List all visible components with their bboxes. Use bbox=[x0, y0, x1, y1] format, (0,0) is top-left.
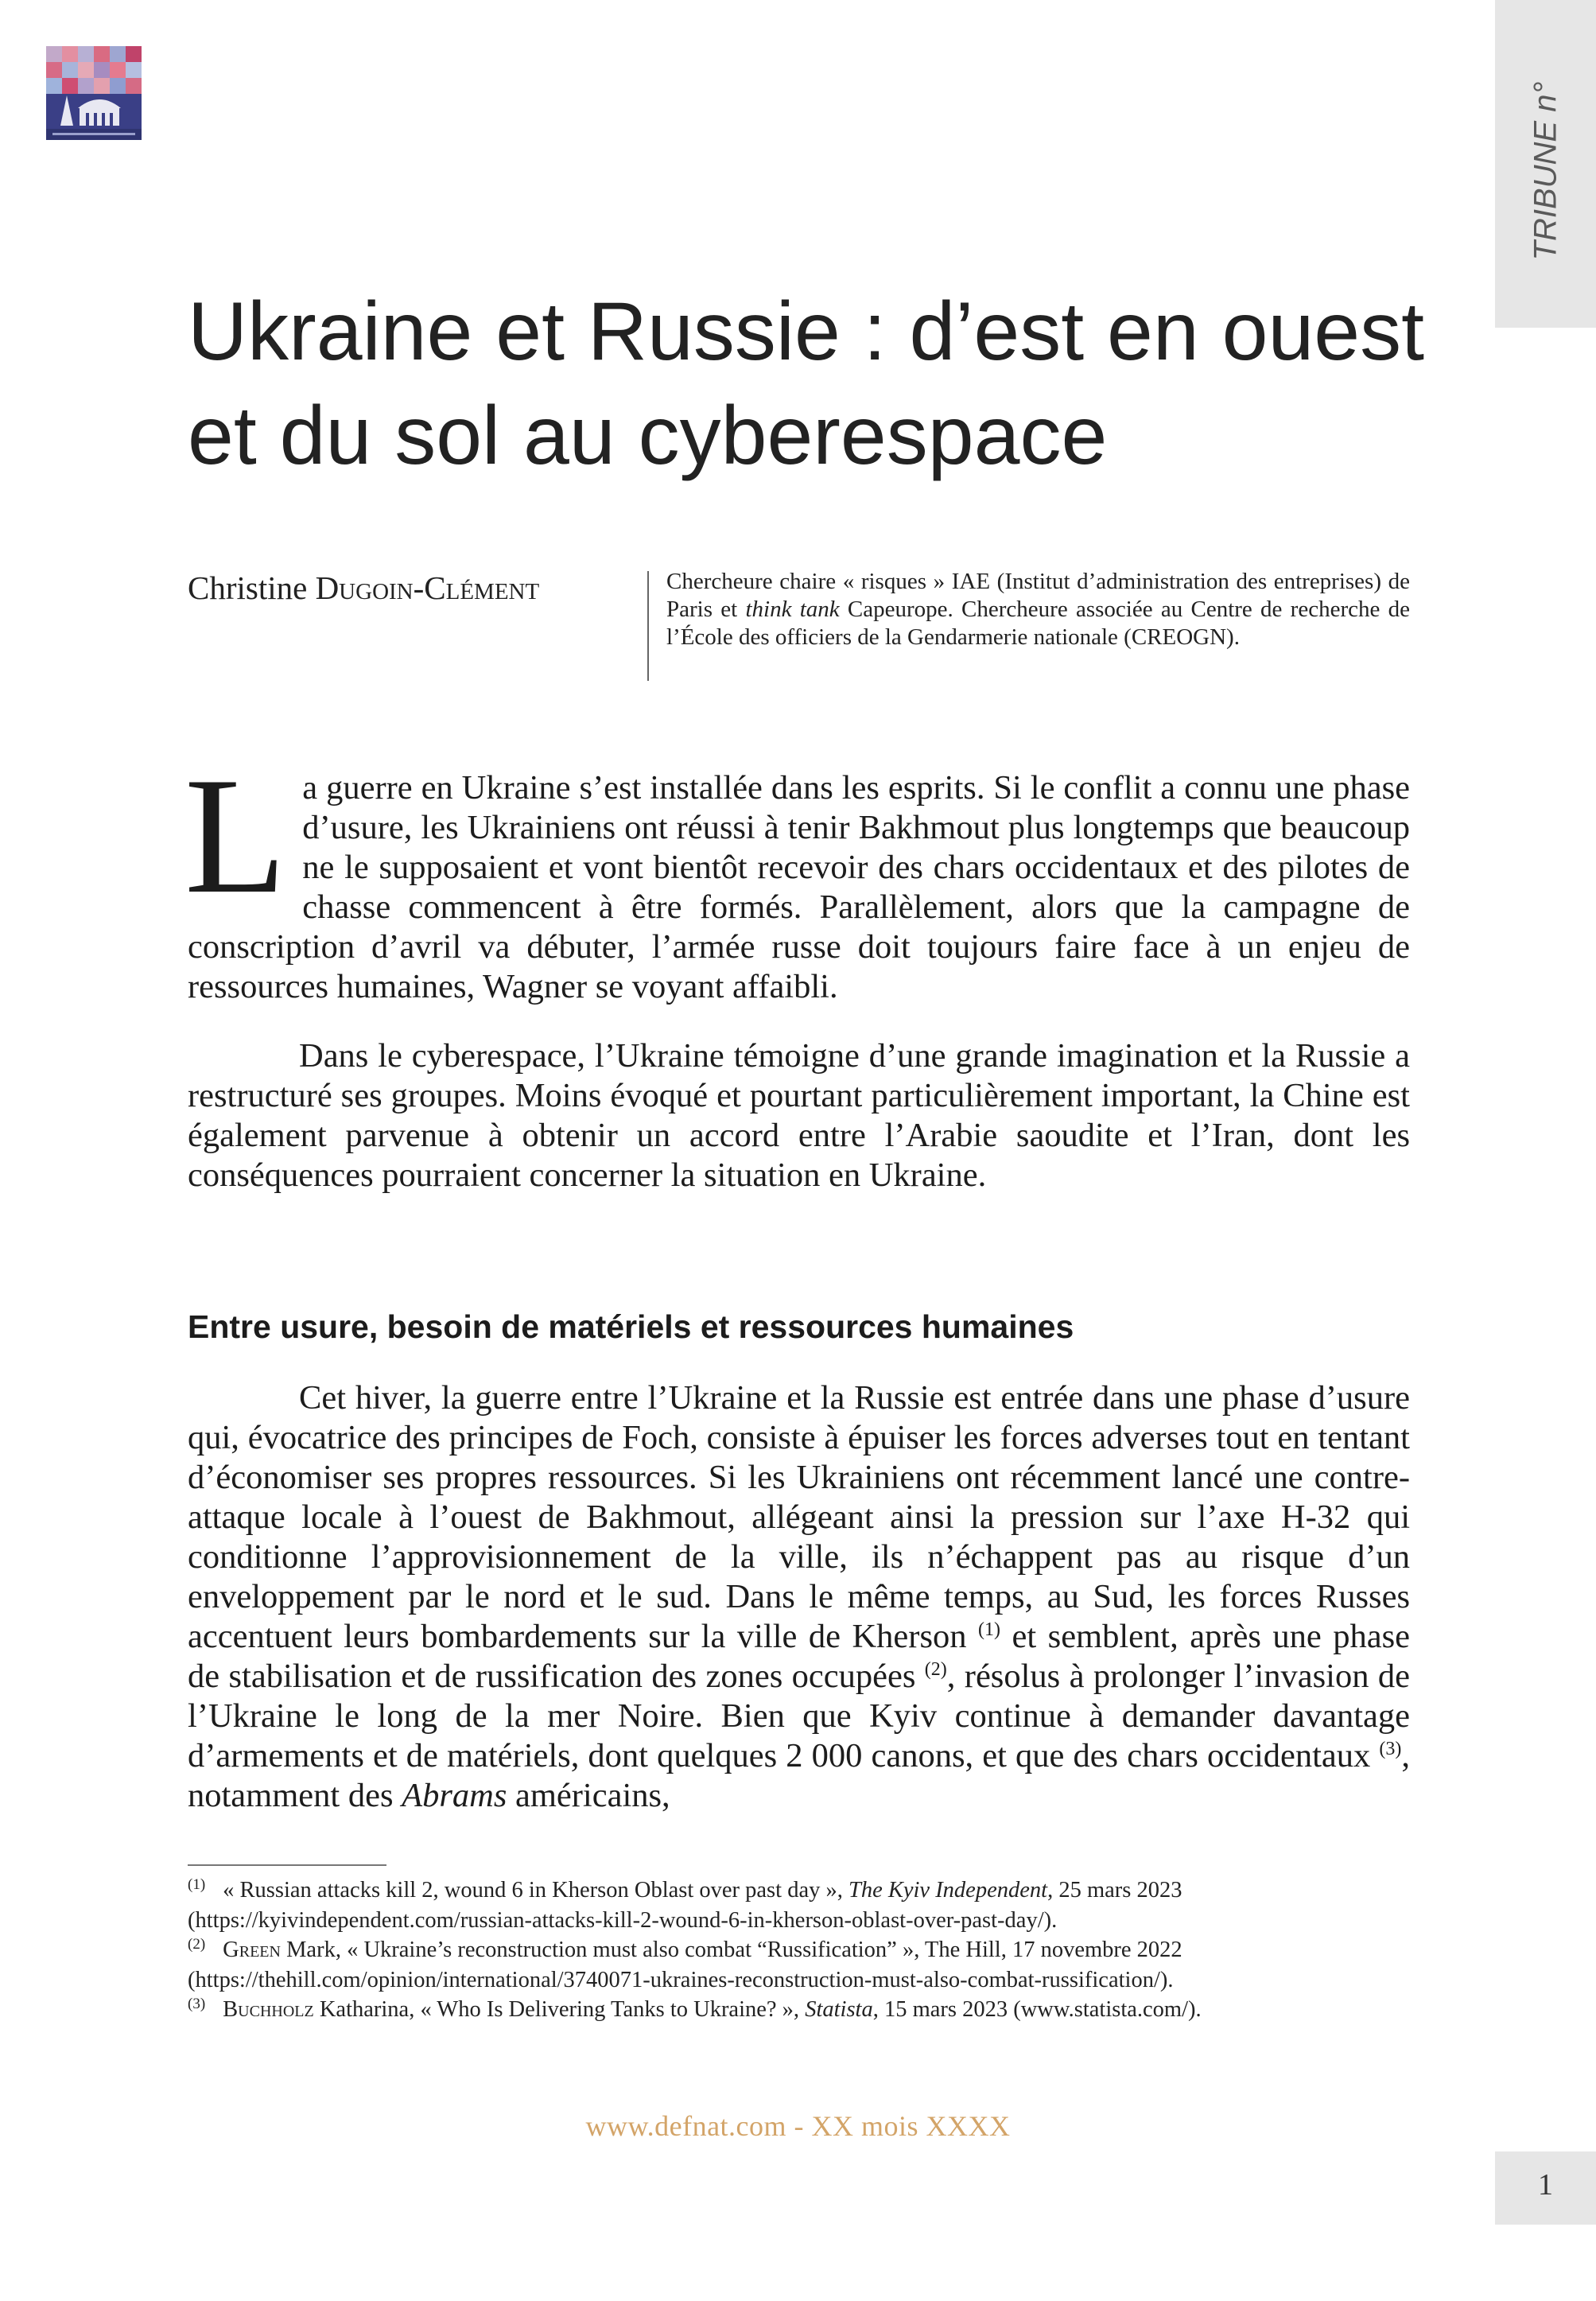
intro-paragraph-2: Dans le cyberespace, l’Ukraine témoigne d’une grande imagination et la Russie a restructuré ses groupes. Moins évoqué et pourtant particulièrement important, la Chine est également parvenue à obtenir un accord entre l’Arabie saoudite et l’Iran, dont les conséquences pourraient concerner la situation en Ukraine. bbox=[188, 1037, 1410, 1194]
author-first-name: Christine bbox=[188, 569, 316, 606]
footnote-mark: (1) bbox=[188, 1875, 206, 1893]
footnote-mark: (2) bbox=[188, 1935, 206, 1953]
affiliation-text-1: Chercheure chaire « risques » IAE (Institut d’administration des entreprises) de Paris et bbox=[666, 569, 1410, 622]
footnote-text: Katharina, « Who Is Delivering Tanks to Ukraine? », bbox=[313, 1997, 806, 2022]
section-text-a: Cet hiver, la guerre entre l’Ukraine et la Russie est entrée dans une phase d’usure qui, évocatrice des principes de Foch, consiste à épuiser les forces adverses tout en tentant d’économiser ses propres ressources. Si les Ukrainiens ont récemment lancé une contre-attaque locale à l’ouest de Bakhmout, allégeant ainsi la pression sur l’axe H-32 qui conditionne l’approvisionnement de la ville, ils n’échappent pas au risque d’un enveloppement par le nord et le sud. Dans le même temps, au Sud, les forces Russes accentuent leurs bombardements sur la ville de Kherson bbox=[188, 1379, 1410, 1655]
page-number: 1 bbox=[1538, 2168, 1553, 2202]
footnote-source: Statista bbox=[805, 1997, 873, 2022]
footnote-ref-2[interactable]: (2) bbox=[924, 1658, 947, 1680]
affiliation-divider bbox=[647, 571, 649, 681]
section-text-italic: Abrams bbox=[402, 1777, 507, 1814]
footnote-3 bbox=[188, 1995, 1428, 2025]
section-text-e: américains, bbox=[507, 1777, 670, 1814]
page-number-tab bbox=[1495, 2151, 1596, 2225]
footer-url[interactable]: www.defnat.com - XX mois XXXX bbox=[585, 2110, 1011, 2142]
section-heading: Entre usure, besoin de matériels et ressources humaines bbox=[188, 1308, 1074, 1345]
intro-paragraph-1-text: a guerre en Ukraine s’est installée dans les esprits. Si le conflit a connu une phase d’usure, les Ukrainiens ont réussi à tenir Bakhmout plus longtemps que beaucoup ne le supposaient et vont bientôt recevoir des chars occidentaux et des pilotes de chasse commencent à être formés. Parallèlement, alors que la campagne de conscription d’avril va débuter, l’armée russe doit toujours faire face à un enjeu de ressources humaines, Wagner se voyant affaibli. bbox=[188, 769, 1410, 1005]
footnotes bbox=[188, 1875, 1428, 2025]
footnote-url[interactable]: (https://thehill.com/opinion/international/3740071-ukraines-reconstruction-must-also-combat-russification/). bbox=[188, 1967, 1174, 1992]
drop-cap: L bbox=[184, 744, 287, 928]
author-name bbox=[188, 569, 539, 607]
defnat-logo bbox=[46, 46, 142, 140]
footnote-divider bbox=[188, 1864, 386, 1866]
section-text-b: et semblent, après une phase de stabilisation et de russification des zones occupées bbox=[188, 1618, 1411, 1695]
footnote-mark: (3) bbox=[188, 1995, 206, 2012]
affiliation-italic: think tank bbox=[745, 597, 840, 622]
tribune-label: TRIBUNE n° bbox=[1528, 81, 1563, 261]
author-last-name: Dugoin-Clément bbox=[315, 569, 540, 606]
footnote-text: « Russian attacks kill 2, wound 6 in Kherson Oblast over past day », bbox=[223, 1878, 848, 1903]
footnote-text: Mark, « Ukraine’s reconstruction must also combat “Russification” », The Hill, 17 novembre 2022 bbox=[280, 1938, 1182, 1962]
footnote-source: The Kyiv Independent bbox=[848, 1878, 1048, 1903]
footnote-author: Green bbox=[223, 1938, 281, 1962]
footnote-date: , 25 mars 2023 bbox=[1047, 1878, 1182, 1903]
section-text-c: , résolus à prolonger l’invasion de l’Ukraine le long de la mer Noire. Bien que Kyiv continue à demander davantage d’armements et de matériels, dont quelques 2 000 canons, et que des chars occidentaux bbox=[188, 1658, 1410, 1774]
author-affiliation bbox=[666, 568, 1410, 651]
footnote-1 bbox=[188, 1875, 1428, 1935]
footnote-2 bbox=[188, 1935, 1428, 1995]
footnote-ref-3[interactable]: (3) bbox=[1379, 1738, 1402, 1759]
footnote-author: Buchholz bbox=[223, 1997, 314, 2022]
section-paragraph bbox=[188, 1378, 1410, 1816]
article-title: Ukraine et Russie : d’est en ouest et du sol au cyberespace bbox=[188, 286, 1425, 482]
footnote-url[interactable]: (https://kyivindependent.com/russian-attacks-kill-2-wound-6-in-kherson-oblast-over-past-day/). bbox=[188, 1907, 1058, 1933]
intro-paragraph-1 bbox=[184, 744, 1410, 1007]
revue-logo-icon bbox=[46, 46, 142, 140]
footnote-date-url: , 15 mars 2023 (www.statista.com/). bbox=[872, 1997, 1202, 2022]
section-text-d: , notamment des bbox=[188, 1737, 1410, 1814]
affiliation-text-2: Capeurope. Chercheure associée au Centre de recherche de l’École des officiers de la Gendarmerie nationale (CREOGN). bbox=[666, 597, 1410, 650]
side-tab bbox=[1495, 0, 1596, 328]
footnote-ref-1[interactable]: (1) bbox=[978, 1619, 1000, 1640]
